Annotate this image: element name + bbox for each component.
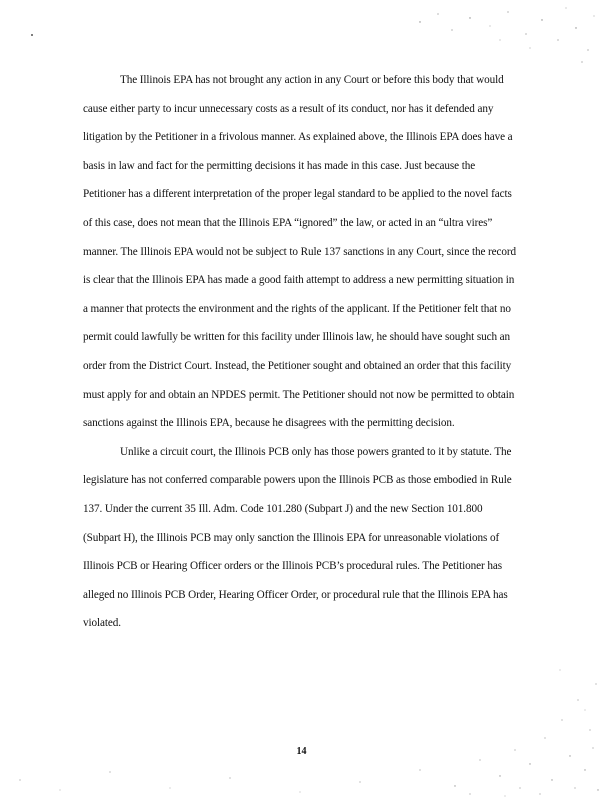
scan-noise-left-mark bbox=[28, 30, 38, 40]
document-body bbox=[83, 66, 519, 638]
paragraph-sanctions-conduct: The Illinois EPA has not brought any action in any Court or before this body that would cause either party to incur unnecessary costs as a result of its conduct, nor has it defended any litigation by the Petitioner in a frivolous manner. As explained above, the Illinois EPA does have a basis in law and fact for the permitting decisions it has made in this case. Just because the Petitioner has a different interpretation of the proper legal standard to be applied to the novel facts of this case, does not mean that the Illinois EPA “ignored” the law, or acted in an “ultra vires” manner. The Illinois EPA would not be subject to Rule 137 sanctions in any Court, since the record is clear that the Illinois EPA has made a good faith attempt to address a new permitting situation in a manner that protects the environment and the rights of the applicant. If the Petitioner felt that no permit could lawfully be written for this facility under Illinois law, he should have sought such an order from the District Court. Instead, the Petitioner sought and obtained an order that this facility must apply for and obtain an NPDES permit. The Petitioner should not now be permitted to obtain sanctions against the Illinois EPA, because he disagrees with the permitting decision. bbox=[83, 74, 516, 430]
paragraph-pcb-powers: Unlike a circuit court, the Illinois PCB only has those powers granted to it by statute. The legislature has not conferred comparable powers upon the Illinois PCB as those embodied in Rule 137. Under the current 35 Ill. Adm. Code 101.280 (Subpart J) and the new Section 101.800 (Subpart H), the Illinois PCB may only sanction the Illinois EPA for unreasonable violations of Illinois PCB or Hearing Officer orders or the Illinois PCB’s procedural rules. The Petitioner has alleged no Illinois PCB Order, Hearing Officer Order, or procedural rule that the Illinois EPA has violated. bbox=[83, 445, 512, 630]
page-number: 14 bbox=[296, 746, 307, 757]
scan-noise-top-right bbox=[380, 0, 603, 70]
scan-noise-bottom bbox=[0, 660, 603, 800]
